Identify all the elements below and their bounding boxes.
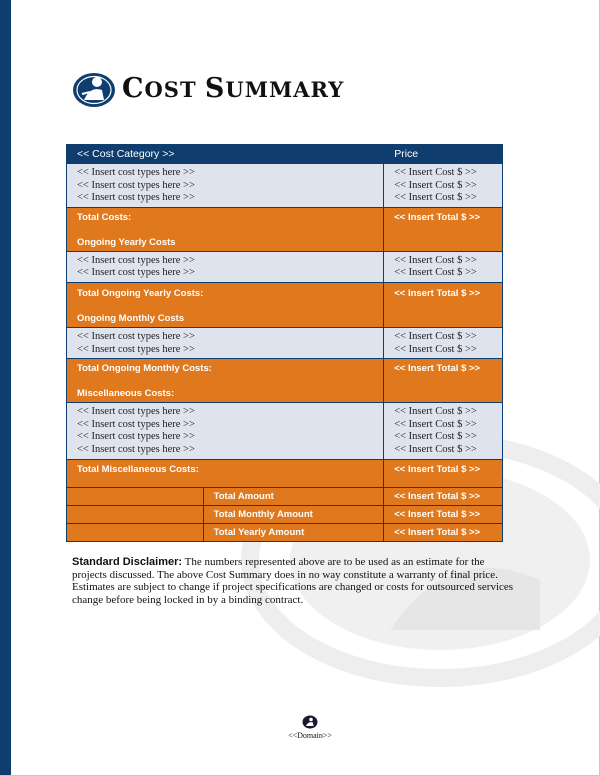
footer-domain: <<Domain>> — [288, 731, 332, 740]
disclaimer-body: The numbers represented above are to be used as an estimate for the projects discussed. The above Cost Summary does in no way constitute a warranty of final price. Estimates are subject to change if project specifications are changed or costs for outsourced services change before being locked in by a binding contract. — [72, 556, 514, 606]
total-value: << Insert Total $ >> — [384, 282, 503, 327]
cost-type-item: << Insert cost types here >> — [77, 343, 195, 355]
welder-logo-small-icon — [302, 714, 318, 730]
cost-type-item: << Insert cost types here >> — [77, 192, 195, 204]
cost-items-row — [67, 327, 503, 358]
table-header-row — [67, 145, 503, 164]
cost-price-item: << Insert Cost $ >> — [394, 192, 477, 204]
section-label: Ongoing Yearly Costs — [77, 236, 176, 248]
total-row — [67, 207, 503, 251]
cost-type-item: << Insert cost types here >> — [77, 167, 195, 178]
total-label: Total Costs: — [77, 211, 132, 223]
cost-price-item: << Insert Cost $ >> — [394, 343, 477, 355]
section-label: Miscellaneous Costs: — [77, 388, 175, 400]
cost-price-item: << Insert Cost $ >> — [394, 406, 477, 418]
cost-summary-table — [66, 144, 503, 542]
section-label: Ongoing Monthly Costs — [77, 312, 185, 324]
cost-price-item: << Insert Cost $ >> — [394, 418, 477, 430]
cost-type-item: << Insert cost types here >> — [77, 431, 195, 443]
grand-total-row — [67, 487, 503, 505]
grand-total-row — [67, 523, 503, 541]
total-label: Total Ongoing Yearly Costs: — [77, 287, 204, 299]
cost-type-item: << Insert cost types here >> — [77, 443, 195, 455]
page-title: COST SUMMARY — [122, 73, 345, 104]
total-row — [67, 359, 503, 403]
total-label: Total Ongoing Monthly Costs: — [77, 363, 212, 375]
header-cost-category: << Cost Category >> — [67, 145, 384, 164]
total-row — [67, 282, 503, 327]
cost-price-item: << Insert Cost $ >> — [394, 179, 477, 191]
cost-price-item: << Insert Cost $ >> — [394, 254, 477, 266]
left-accent-bar — [0, 0, 11, 776]
grand-total-row — [67, 505, 503, 523]
cost-type-item: << Insert cost types here >> — [77, 179, 195, 191]
header-price: Price — [384, 145, 503, 164]
cost-type-item: << Insert cost types here >> — [77, 254, 195, 266]
grand-total-label: Total Yearly Amount — [203, 523, 384, 541]
grand-total-label: Total Monthly Amount — [203, 505, 384, 523]
cost-type-item: << Insert cost types here >> — [77, 406, 195, 418]
grand-total-value: << Insert Total $ >> — [384, 523, 503, 541]
cost-price-item: << Insert Cost $ >> — [394, 431, 477, 443]
total-value: << Insert Total $ >> — [384, 207, 503, 251]
grand-total-value: << Insert Total $ >> — [384, 505, 503, 523]
cost-items-row — [67, 164, 503, 208]
total-value: << Insert Total $ >> — [384, 459, 503, 487]
total-label: Total Miscellaneous Costs: — [67, 459, 384, 487]
cost-type-item: << Insert cost types here >> — [77, 267, 195, 279]
cost-price-item: << Insert Cost $ >> — [394, 330, 477, 342]
cost-items-row — [67, 403, 503, 459]
total-value: << Insert Total $ >> — [384, 359, 503, 403]
standard-disclaimer — [72, 556, 517, 606]
grand-total-label: Total Amount — [203, 487, 384, 505]
disclaimer-heading: Standard Disclaimer: — [72, 556, 183, 568]
grand-total-value: << Insert Total $ >> — [384, 487, 503, 505]
cost-type-item: << Insert cost types here >> — [77, 418, 195, 430]
cost-items-row — [67, 251, 503, 282]
cost-price-item: << Insert Cost $ >> — [394, 267, 477, 279]
cost-price-item: << Insert Cost $ >> — [394, 443, 477, 455]
welder-logo-icon — [72, 70, 116, 110]
cost-type-item: << Insert cost types here >> — [77, 330, 195, 342]
total-row — [67, 459, 503, 487]
cost-price-item: << Insert Cost $ >> — [394, 167, 477, 178]
